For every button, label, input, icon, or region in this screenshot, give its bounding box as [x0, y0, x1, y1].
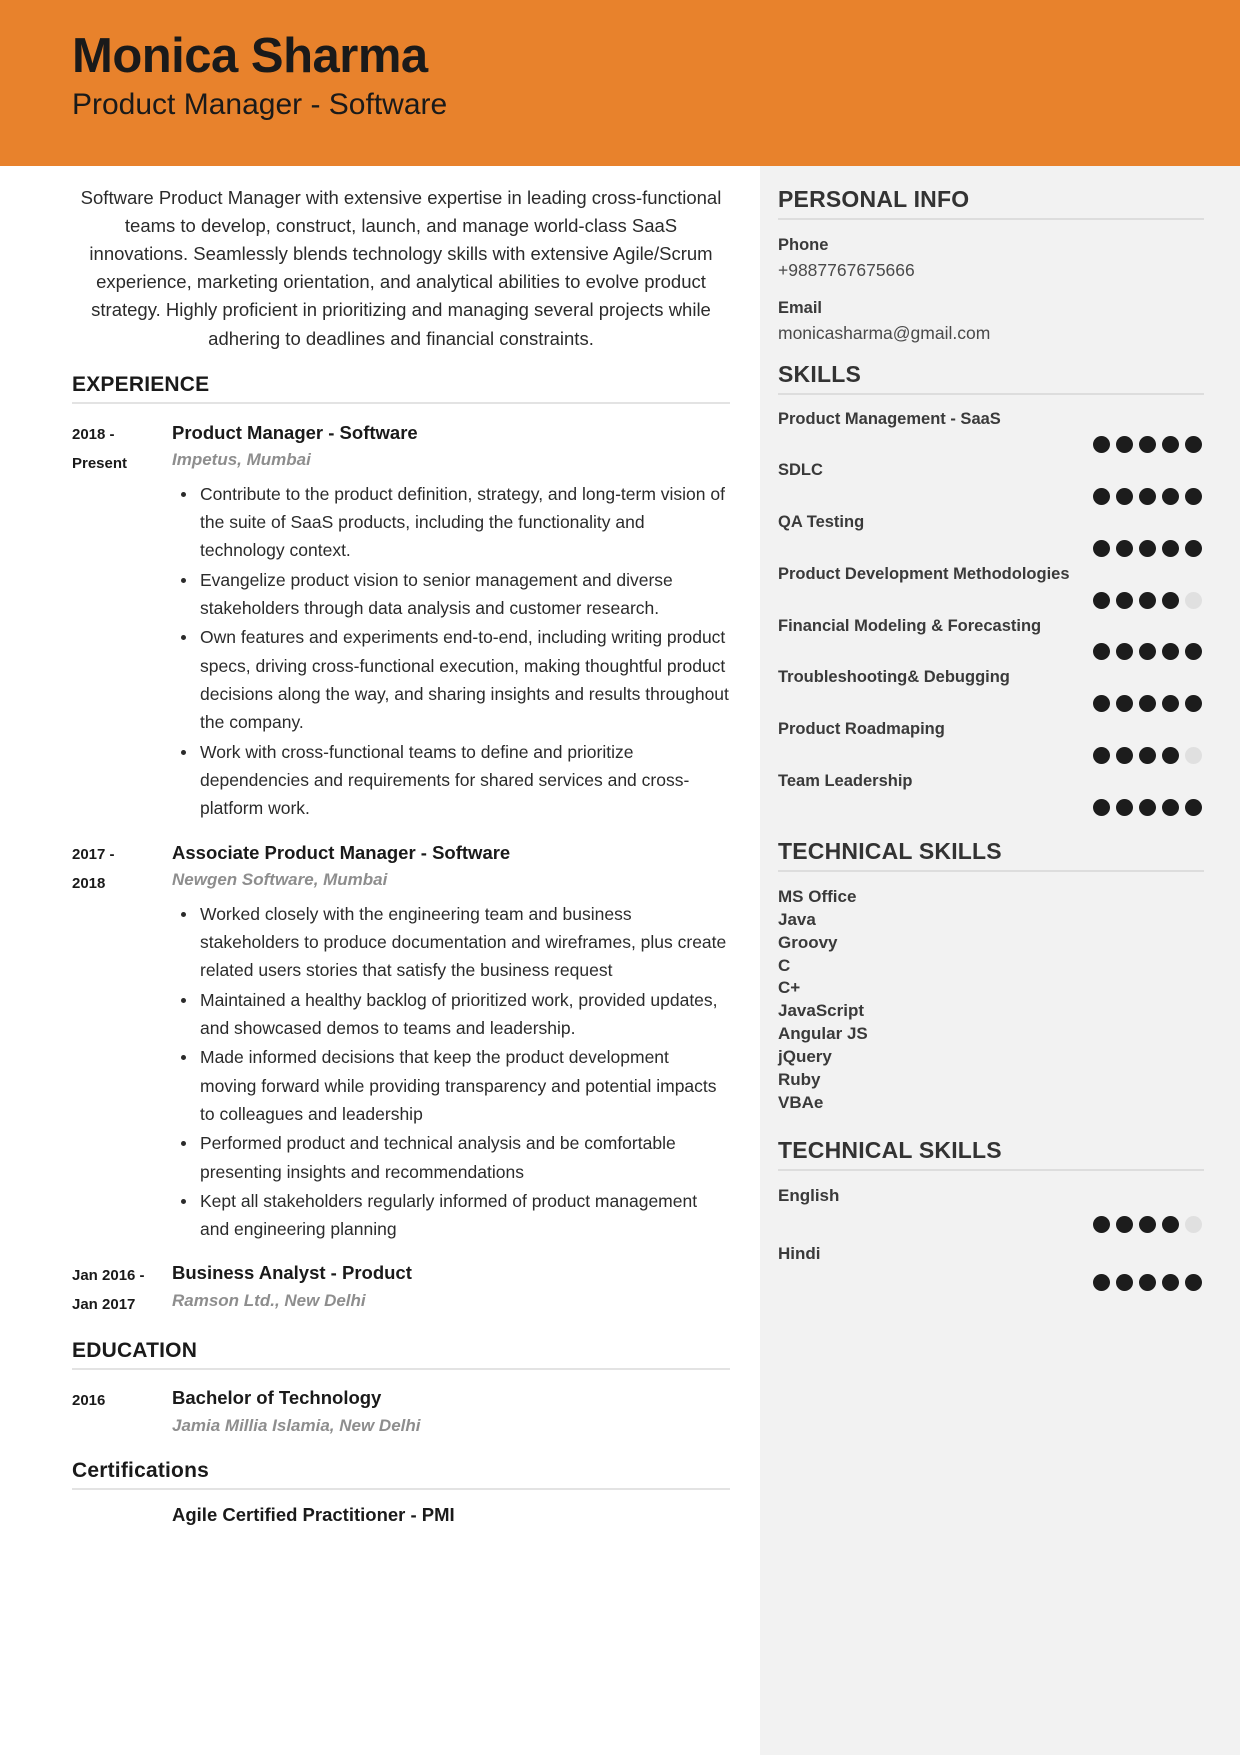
rating-dot-filled [1116, 1274, 1133, 1291]
section-title-education: EDUCATION [72, 1339, 730, 1370]
rating-dot-filled [1162, 643, 1179, 660]
education-dates [72, 1385, 168, 1439]
rating-dot-filled [1116, 799, 1133, 816]
experience-bullet-list [172, 900, 730, 1244]
candidate-job-title: Product Manager - Software [72, 87, 448, 121]
rating-dot-filled [1185, 436, 1202, 453]
section-title-certifications: Certifications [72, 1459, 730, 1490]
main-column [0, 166, 760, 1755]
contact-phone [778, 234, 1204, 283]
education-detail [168, 1385, 730, 1439]
experience-bullet: Maintained a healthy backlog of prioritized work, provided updates, and showcased demos to teams and leadership. [172, 986, 730, 1043]
certification-entry [72, 1504, 730, 1526]
technical-skill-item: C [778, 955, 791, 975]
rating-dot-filled [1185, 488, 1202, 505]
resume-header [0, 0, 1240, 166]
skill-name: Financial Modeling & Forecasting [778, 616, 1042, 635]
contact-email-value[interactable]: monicasharma@gmail.com [778, 323, 991, 344]
experience-dates [72, 1260, 168, 1320]
certification-name: Agile Certified Practitioner - PMI [172, 1504, 455, 1526]
rating-dot-filled [1162, 1216, 1179, 1233]
experience-date-to: 2018 [72, 874, 106, 892]
contact-email [778, 297, 1204, 346]
technical-skill-item: Java [778, 909, 816, 929]
rating-dot-filled [1185, 799, 1202, 816]
technical-skill-item: jQuery [778, 1047, 832, 1067]
technical-skills-list [778, 886, 1204, 1115]
skill-item [778, 409, 1204, 454]
skill-rating-dots [778, 592, 1204, 609]
technical-skill-item: MS Office [778, 886, 857, 906]
experience-dates [72, 839, 168, 1245]
skill-rating-dots [778, 436, 1204, 453]
experience-bullet-list [172, 480, 730, 823]
sidebar-title-skills: SKILLS [778, 361, 1204, 395]
rating-dot-filled [1093, 592, 1110, 609]
contact-email-label: Email [778, 299, 823, 318]
rating-dot-filled [1093, 436, 1110, 453]
contact-phone-value[interactable]: +9887767675666 [778, 259, 915, 280]
rating-dot-filled [1162, 799, 1179, 816]
skill-rating-dots [778, 695, 1204, 712]
rating-dot-filled [1093, 747, 1110, 764]
experience-entry [72, 839, 730, 1245]
experience-date-to: Present [72, 454, 128, 472]
technical-skill-item: Groovy [778, 932, 838, 952]
rating-dot-filled [1093, 1216, 1110, 1233]
rating-dot-filled [1162, 695, 1179, 712]
experience-date-from: 2017 - [72, 845, 115, 863]
skill-item [778, 460, 1204, 505]
skill-rating-dots [778, 799, 1204, 816]
skill-rating-dots [778, 488, 1204, 505]
experience-bullet: Kept all stakeholders regularly informed of product management and engineering planning [172, 1187, 730, 1244]
skill-rating-dots [778, 747, 1204, 764]
rating-dot-empty [1185, 1216, 1202, 1233]
rating-dot-filled [1139, 747, 1156, 764]
experience-detail [168, 1260, 730, 1320]
rating-dot-filled [1116, 436, 1133, 453]
rating-dot-filled [1093, 488, 1110, 505]
rating-dot-filled [1116, 695, 1133, 712]
experience-role: Business Analyst - Product [172, 1261, 412, 1283]
skill-name: SDLC [778, 461, 823, 480]
rating-dot-filled [1185, 1274, 1202, 1291]
skill-item [778, 616, 1204, 661]
rating-dot-filled [1185, 643, 1202, 660]
experience-date-from: 2018 - [72, 425, 115, 443]
skill-name: Product Development Methodologies [778, 564, 1070, 583]
skill-rating-dots [778, 643, 1204, 660]
technical-skill-item: C+ [778, 978, 801, 998]
experience-entry [72, 419, 730, 824]
experience-organization: Newgen Software, Mumbai [172, 870, 388, 890]
rating-dot-filled [1093, 643, 1110, 660]
rating-dot-filled [1093, 695, 1110, 712]
experience-date-to: Jan 2017 [72, 1296, 136, 1314]
rating-dot-filled [1162, 436, 1179, 453]
rating-dot-filled [1139, 436, 1156, 453]
rating-dot-filled [1116, 747, 1133, 764]
rating-dot-filled [1116, 643, 1133, 660]
rating-dot-filled [1139, 643, 1156, 660]
sidebar-title-personal-info: PERSONAL INFO [778, 186, 1204, 220]
certification-date-spacer [72, 1504, 168, 1526]
rating-dot-filled [1185, 695, 1202, 712]
experience-bullet: Own features and experiments end-to-end, including writing product specs, driving cross-functional execution, making thoughtful product decisions along the way, and sharing insights and results throughout the company. [172, 623, 730, 736]
skill-name: Product Management - SaaS [778, 409, 1001, 428]
skill-item [778, 564, 1204, 609]
candidate-name: Monica Sharma [72, 29, 428, 83]
professional-summary: Software Product Manager with extensive expertise in leading cross-functional teams to develop, construct, launch, and manage world-class SaaS innovations. Seamlessly blends technology skills with extensive Agile/Scrum experience, marketing orientation, and analytical abilities to evolve product strategy. Highly proficient in prioritizing and managing several projects while adhering to deadlines and financial constraints. [80, 187, 722, 349]
experience-entry [72, 1260, 730, 1320]
experience-bullet: Work with cross-functional teams to define and prioritize dependencies and requirements for shared services and cross-platform work. [172, 738, 730, 823]
experience-date-from: Jan 2016 - [72, 1266, 145, 1284]
education-entry [72, 1385, 730, 1439]
language-rating-dots [778, 1216, 1204, 1233]
rating-dot-filled [1162, 1274, 1179, 1291]
sidebar-column [760, 166, 1240, 1755]
experience-bullet: Worked closely with the engineering team and business stakeholders to produce documentation and wireframes, plus create related users stories that satisfy the business request [172, 900, 730, 985]
rating-dot-filled [1185, 540, 1202, 557]
skill-name: Troubleshooting& Debugging [778, 668, 1010, 687]
education-degree: Bachelor of Technology [172, 1387, 382, 1409]
experience-bullet: Contribute to the product definition, strategy, and long-term vision of the suite of SaaS products, including the functionality and technology context. [172, 480, 730, 565]
skill-item [778, 771, 1204, 816]
experience-bullet: Evangelize product vision to senior management and diverse stakeholders through data analysis and customer research. [172, 566, 730, 623]
rating-dot-empty [1185, 592, 1202, 609]
rating-dot-empty [1185, 747, 1202, 764]
technical-skill-item: VBAe [778, 1093, 824, 1113]
skill-item [778, 719, 1204, 764]
skill-name: Team Leadership [778, 771, 913, 790]
experience-bullet: Made informed decisions that keep the product development moving forward while providing transparency and potential impacts to colleagues and leadership [172, 1043, 730, 1128]
language-item [778, 1243, 1204, 1291]
resume-body [0, 166, 1240, 1755]
technical-skill-item: Angular JS [778, 1024, 868, 1044]
experience-detail [168, 839, 730, 1245]
experience-detail [168, 419, 730, 824]
section-title-experience: EXPERIENCE [72, 373, 730, 404]
language-name: English [778, 1186, 840, 1206]
skill-name: QA Testing [778, 513, 865, 532]
sidebar-title-languages: TECHNICAL SKILLS [778, 1137, 1204, 1171]
skill-item [778, 512, 1204, 557]
rating-dot-filled [1139, 488, 1156, 505]
rating-dot-filled [1116, 592, 1133, 609]
education-date-from: 2016 [72, 1392, 106, 1410]
rating-dot-filled [1116, 540, 1133, 557]
technical-skill-item: Ruby [778, 1070, 821, 1090]
rating-dot-filled [1093, 540, 1110, 557]
experience-role: Associate Product Manager - Software [172, 841, 511, 863]
rating-dot-filled [1093, 1274, 1110, 1291]
skill-name: Product Roadmaping [778, 720, 945, 739]
rating-dot-filled [1139, 1216, 1156, 1233]
education-school: Jamia Millia Islamia, New Delhi [172, 1416, 421, 1436]
rating-dot-filled [1139, 592, 1156, 609]
technical-skill-item: JavaScript [778, 1001, 864, 1021]
rating-dot-filled [1162, 488, 1179, 505]
rating-dot-filled [1162, 747, 1179, 764]
experience-dates [72, 419, 168, 824]
rating-dot-filled [1162, 592, 1179, 609]
language-rating-dots [778, 1274, 1204, 1291]
rating-dot-filled [1162, 540, 1179, 557]
rating-dot-filled [1139, 1274, 1156, 1291]
language-name: Hindi [778, 1244, 821, 1264]
rating-dot-filled [1139, 540, 1156, 557]
sidebar-title-technical-skills: TECHNICAL SKILLS [778, 838, 1204, 872]
experience-role: Product Manager - Software [172, 421, 418, 443]
contact-phone-label: Phone [778, 236, 829, 254]
rating-dot-filled [1116, 1216, 1133, 1233]
experience-bullet: Performed product and technical analysis and be comfortable presenting insights and recommendations [172, 1129, 730, 1186]
rating-dot-filled [1139, 799, 1156, 816]
rating-dot-filled [1139, 695, 1156, 712]
experience-organization: Ramson Ltd., New Delhi [172, 1290, 366, 1310]
language-item [778, 1185, 1204, 1233]
skill-item [778, 667, 1204, 712]
skill-rating-dots [778, 540, 1204, 557]
experience-organization: Impetus, Mumbai [172, 450, 311, 470]
rating-dot-filled [1116, 488, 1133, 505]
rating-dot-filled [1093, 799, 1110, 816]
